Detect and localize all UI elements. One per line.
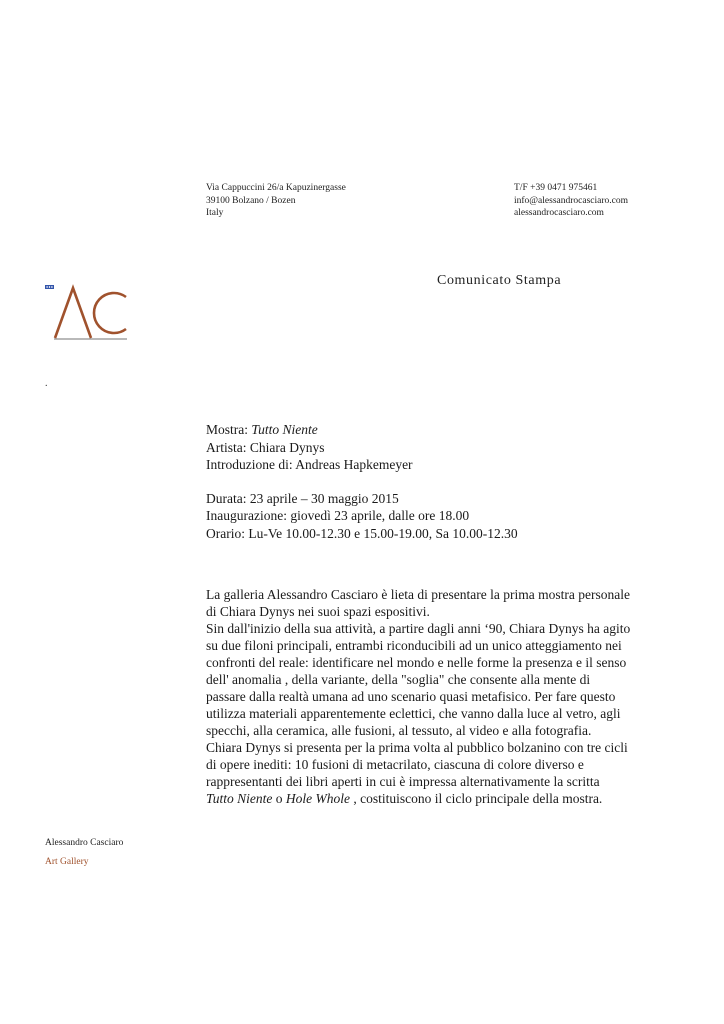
body-line: dell' anomalia , della variante, della "soglia" che consente alla mente di (206, 672, 591, 687)
address-city: 39100 Bolzano / Bozen (206, 195, 296, 206)
exhibition-opening: Inaugurazione: giovedì 23 aprile, dalle ore 18.00 (206, 508, 470, 523)
body-line: di Chiara Dynys nei suoi spazi espositivi. (206, 604, 430, 619)
body-line: Chiara Dynys si presenta per la prima volta al pubblico bolzanino con tre cicli (206, 740, 628, 755)
exhibition-title-line (206, 421, 518, 439)
body-line: di opere inediti: 10 fusioni di metacrilato, ciascuna di colore diverso e (206, 757, 584, 772)
contact-email: info@alessandrocasciaro.com (514, 195, 628, 206)
body-line: su due filoni principali, entrambi riconducibili ad un unico atteggiamento nei (206, 638, 622, 653)
body-line: rappresentanti dei libri aperti in cui è impressa alternativamente la scritta (206, 774, 600, 789)
press-release-body (206, 586, 686, 807)
footer-gallery-name: Alessandro Casciaro (45, 838, 124, 848)
body-line: confronti del reale: identificare nel mondo e nelle forme la presenza e il senso (206, 655, 627, 670)
body-line: La galleria Alessandro Casciaro è lieta di presentare la prima mostra personale (206, 587, 630, 602)
body-line: passare dalla realtà umana ad uno scenario quasi metafisico. Per fare questo (206, 689, 616, 704)
exhibition-duration: Durata: 23 aprile – 30 maggio 2015 (206, 490, 399, 506)
exhibition-label: Mostra: (206, 422, 252, 437)
exhibition-introduction: Introduzione di: Andreas Hapkemeyer (206, 457, 413, 472)
letterhead-contact (514, 182, 628, 220)
gallery-logo-icon (50, 283, 130, 343)
press-release-title: Comunicato Stampa (437, 273, 562, 288)
body-line: Sin dall'inizio della sua attività, a partire dagli anni ‘90, Chiara Dynys ha agito (206, 621, 631, 636)
body-connector: o (272, 791, 286, 806)
body-last-line (206, 790, 686, 807)
work-title-hole-whole: Hole Whole (285, 791, 350, 806)
address-street: Via Cappuccini 26/a Kapuzinergasse (206, 183, 346, 193)
body-line: utilizza materiali apparentemente eclettici, che vanno dalla luce al vetro, agli (206, 706, 621, 721)
stray-dot: . (45, 378, 48, 389)
footer-gallery-subtitle: Art Gallery (45, 857, 89, 867)
exhibition-title: Tutto Niente (251, 422, 318, 437)
letterhead-address (206, 182, 346, 220)
exhibition-artist: Artista: Chiara Dynys (206, 439, 325, 455)
exhibition-info (206, 421, 518, 542)
contact-phone: T/F +39 0471 975461 (514, 183, 598, 193)
body-last-line-rest: , costituiscono il ciclo principale della mostra. (350, 791, 603, 806)
address-country: Italy (206, 208, 224, 218)
body-line: specchi, alla ceramica, alle fusioni, al tessuto, al video e alla fotografia. (206, 723, 592, 738)
exhibition-hours: Orario: Lu-Ve 10.00-12.30 e 15.00-19.00, Sa 10.00-12.30 (206, 525, 518, 541)
contact-website: alessandrocasciaro.com (514, 208, 604, 218)
work-title-tutto-niente: Tutto Niente (206, 791, 273, 806)
